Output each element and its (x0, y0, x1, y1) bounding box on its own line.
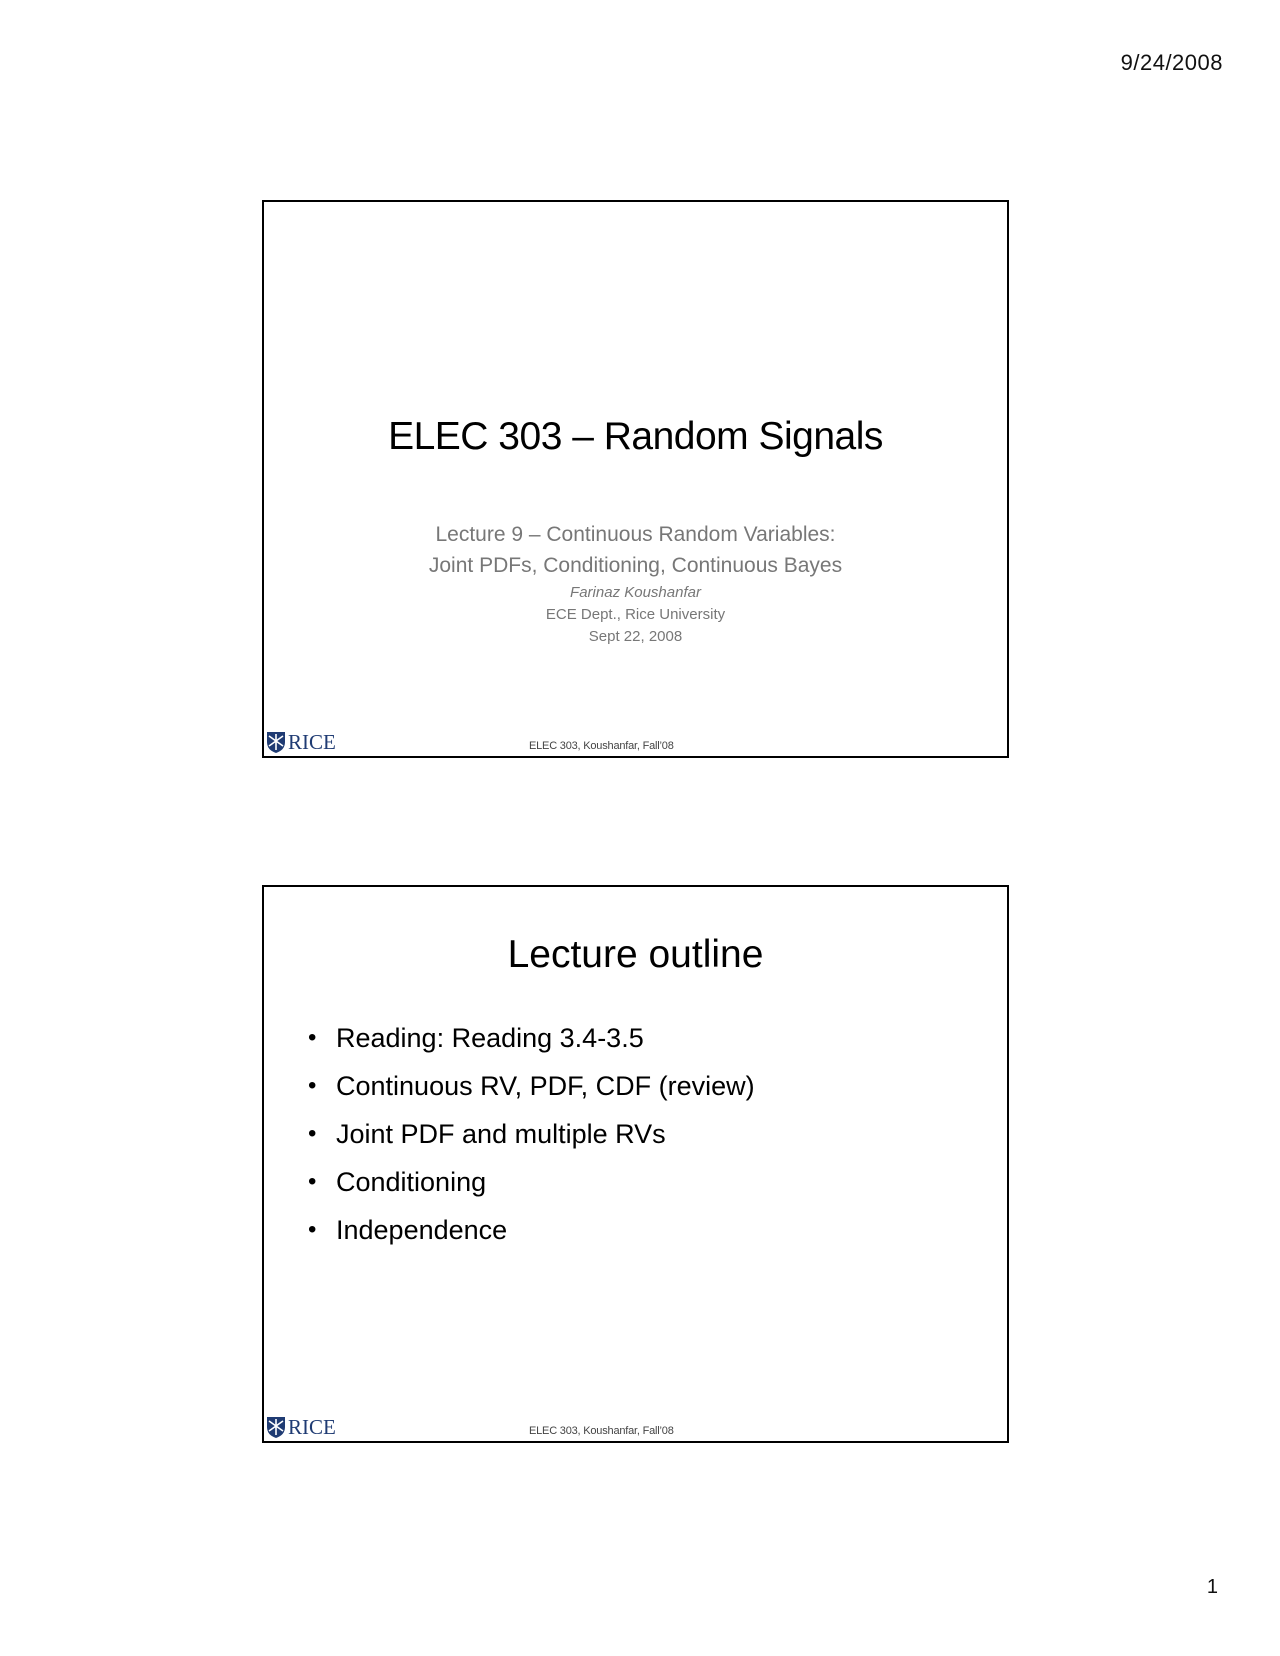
page-number: 1 (1206, 1576, 1218, 1598)
rice-shield-icon (266, 1415, 286, 1439)
lecture-subtitle-line1: Lecture 9 – Continuous Random Variables: (435, 523, 836, 546)
department: ECE Dept., Rice University (545, 606, 726, 623)
page-date: 9/24/2008 (1120, 50, 1223, 75)
list-item: • Continuous RV, PDF, CDF (review) (308, 1071, 755, 1101)
outline-list (308, 1022, 755, 1262)
rice-logo (266, 729, 336, 755)
slide-title-heading: ELEC 303 – Random Signals (388, 415, 883, 458)
list-item: • Joint PDF and multiple RVs (308, 1119, 666, 1149)
rice-logo-text: RICE (288, 1414, 336, 1439)
rice-logo-text: RICE (288, 729, 336, 754)
slide-title (262, 200, 1009, 758)
lecture-date: Sept 22, 2008 (588, 628, 683, 645)
lecture-subtitle-line2: Joint PDFs, Conditioning, Continuous Bayes (428, 554, 843, 577)
rice-logo (266, 1414, 336, 1440)
list-item: • Independence (308, 1215, 508, 1245)
slide-outline-heading: Lecture outline (507, 933, 764, 976)
slide-outline (262, 885, 1009, 1443)
list-item: • Reading: Reading 3.4-3.5 (308, 1023, 644, 1053)
rice-shield-icon (266, 730, 286, 754)
slide-footer: ELEC 303, Koushanfar, Fall’08 (529, 1425, 674, 1437)
author-name: Farinaz Koushanfar (570, 584, 701, 601)
list-item: • Conditioning (308, 1167, 487, 1197)
slide-footer: ELEC 303, Koushanfar, Fall’08 (529, 740, 674, 752)
